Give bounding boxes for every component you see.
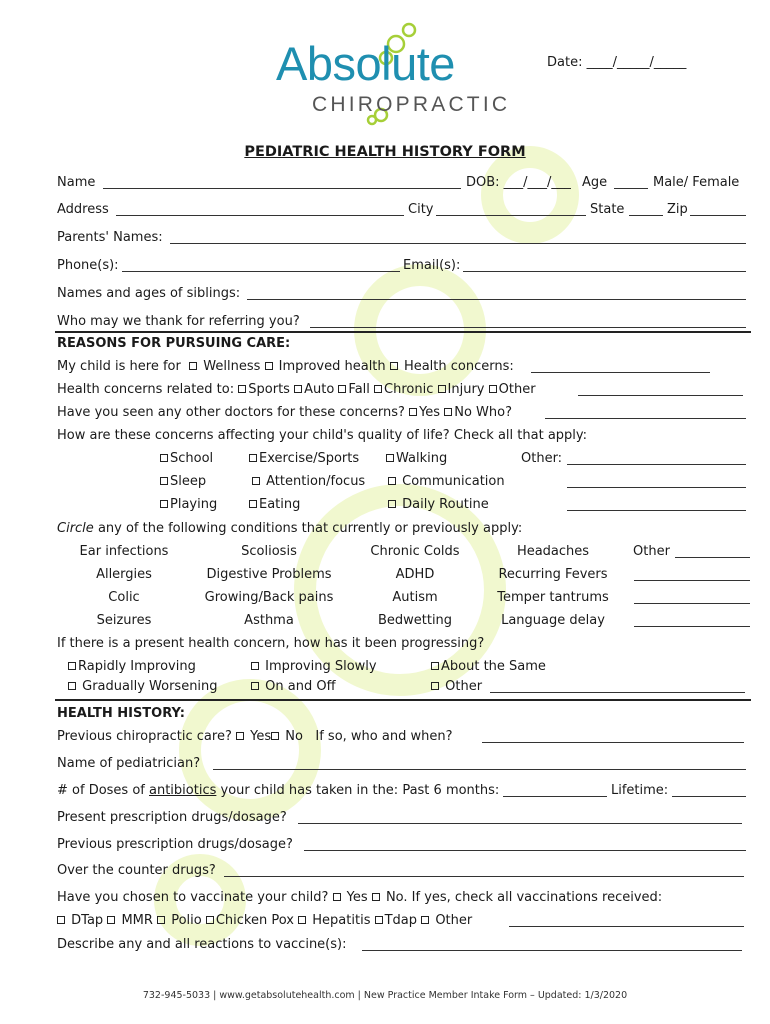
dtap-label: DTap: [71, 913, 104, 928]
worse-option: [68, 679, 218, 695]
attention-option: [252, 474, 365, 490]
slow-label: Improving Slowly: [265, 659, 377, 674]
section-divider: [55, 699, 751, 701]
doctors-no-label: No Who?: [454, 405, 512, 420]
reactions-input[interactable]: [362, 950, 742, 951]
exercise-label: Exercise/Sports: [259, 451, 360, 466]
playing-label: Playing: [170, 497, 218, 512]
vaccine-other-input[interactable]: [509, 926, 744, 927]
present-rx-label: Present prescription drugs/dosage?: [57, 810, 287, 825]
quality-other-input-2[interactable]: [567, 487, 746, 488]
onoff-label: On and Off: [265, 679, 336, 694]
history-heading: HEALTH HISTORY:: [57, 706, 186, 721]
doctors-yes-checkbox[interactable]: [409, 408, 417, 416]
related-to-label: Health concerns related to:: [57, 382, 235, 397]
tdap-label: Tdap: [384, 913, 418, 928]
address-label: Address: [57, 202, 109, 217]
same-checkbox[interactable]: [431, 662, 439, 670]
chronic-label: Chronic: [384, 382, 434, 397]
walking-option: [386, 451, 447, 467]
health-concerns-label: Health concerns:: [403, 359, 514, 374]
mmr-label: MMR: [121, 913, 153, 928]
condition-item[interactable]: Seizures: [96, 613, 152, 628]
polio-checkbox[interactable]: [157, 916, 165, 924]
rapid-option: [68, 659, 196, 675]
section-divider: [55, 331, 751, 333]
email-input[interactable]: [463, 271, 746, 272]
who-when-input[interactable]: [482, 742, 744, 743]
zip-input[interactable]: [690, 215, 746, 216]
doses-row: [57, 783, 499, 799]
chiro-no-label: No: [285, 729, 303, 744]
who-when-label: If so, who and when?: [315, 729, 453, 744]
doctors-no-checkbox[interactable]: [444, 408, 452, 416]
daily-routine-option: [388, 497, 489, 513]
progress-other-input[interactable]: [490, 692, 745, 693]
tdap-checkbox[interactable]: [375, 916, 383, 924]
playing-checkbox[interactable]: [160, 500, 168, 508]
affecting-question: How are these concerns affecting your child's quality of life? Check all that apply:: [57, 428, 588, 443]
vaccine-other-checkbox[interactable]: [421, 916, 429, 924]
form-title: PEDIATRIC HEALTH HISTORY FORM: [244, 144, 526, 160]
parents-label: Parents' Names:: [57, 230, 163, 245]
footer-text: 732-945-5033 | www.getabsolutehealth.com | New Practice Member Intake Form – Updated: 1/3/2020: [142, 990, 628, 1001]
here-for-label: My child is here for: [57, 359, 181, 374]
communication-label: Communication: [402, 474, 505, 489]
city-label: City: [408, 202, 434, 217]
age-input[interactable]: [614, 188, 648, 189]
sex-field[interactable]: Male/ Female: [653, 175, 740, 190]
address-input[interactable]: [116, 215, 404, 216]
vaccinate-question: Have you chosen to vaccinate your child?: [57, 890, 329, 905]
school-option: [160, 451, 213, 467]
pediatrician-label: Name of pediatrician?: [57, 756, 201, 771]
city-input[interactable]: [436, 215, 586, 216]
chickenpox-label: Chicken Pox: [215, 913, 294, 928]
dtap-checkbox[interactable]: [57, 916, 65, 924]
chickenpox-checkbox[interactable]: [206, 916, 214, 924]
polio-label: Polio: [171, 913, 202, 928]
fall-checkbox[interactable]: [338, 385, 346, 393]
brand-subtitle: CHIROPRACTIC: [312, 93, 511, 116]
injury-label: Injury: [447, 382, 485, 397]
condition-item[interactable]: Autism: [392, 590, 438, 605]
walking-checkbox[interactable]: [386, 454, 394, 462]
condition-other-input-4[interactable]: [634, 626, 750, 627]
vaccinate-row: [57, 890, 662, 906]
chiro-yes-checkbox[interactable]: [236, 732, 244, 740]
age-label: Age: [582, 175, 608, 190]
date-field[interactable]: Date: ____/_____/_____: [547, 55, 687, 70]
attention-label: Attention/focus: [266, 474, 366, 489]
mmr-checkbox[interactable]: [107, 916, 115, 924]
rapid-checkbox[interactable]: [68, 662, 76, 670]
otc-label: Over the counter drugs?: [57, 863, 216, 878]
condition-item[interactable]: ADHD: [395, 567, 435, 582]
improved-health-checkbox[interactable]: [265, 362, 273, 370]
phone-label: Phone(s):: [57, 258, 119, 273]
wellness-checkbox[interactable]: [189, 362, 197, 370]
other-label: Other: [498, 382, 536, 397]
condition-item[interactable]: Headaches: [516, 544, 590, 559]
school-label: School: [170, 451, 214, 466]
worse-checkbox[interactable]: [68, 682, 76, 690]
lifetime-label: Lifetime:: [611, 783, 669, 798]
chiro-question: Previous chiropractic care?: [57, 729, 232, 744]
doses-pre: # of Doses of: [57, 783, 145, 798]
sleep-checkbox[interactable]: [160, 477, 168, 485]
condition-item[interactable]: Allergies: [96, 567, 152, 582]
communication-option: [388, 474, 505, 490]
playing-option: [160, 497, 217, 513]
wellness-label: Wellness: [203, 359, 261, 374]
circle-text: any of the following conditions that currently or previously apply:: [97, 521, 523, 536]
onoff-option: [251, 679, 336, 695]
other-doctors-row: [57, 405, 512, 421]
progress-other-label: Other: [445, 679, 483, 694]
circle-instruction: [57, 521, 522, 537]
progress-other-checkbox[interactable]: [431, 682, 439, 690]
dob-field[interactable]: DOB: ___/___/___: [466, 175, 571, 190]
worse-label: Gradually Worsening: [82, 679, 218, 694]
progress-question: If there is a present health concern, how has it been progressing?: [57, 636, 485, 651]
condition-item[interactable]: Bedwetting: [377, 613, 453, 628]
condition-item[interactable]: Temper tantrums: [497, 590, 609, 605]
circle-word: Circle: [57, 521, 94, 536]
fall-label: Fall: [348, 382, 370, 397]
quality-other-input-1[interactable]: [567, 464, 746, 465]
other-doctors-label: Have you seen any other doctors for these concerns?: [57, 405, 405, 420]
quality-other-label: Other:: [521, 451, 563, 466]
doctors-yes-label: Yes: [419, 405, 441, 420]
condition-item[interactable]: Digestive Problems: [206, 567, 332, 582]
sleep-label: Sleep: [170, 474, 207, 489]
condition-item[interactable]: Language delay: [501, 613, 605, 628]
siblings-input[interactable]: [247, 299, 746, 300]
hepatitis-checkbox[interactable]: [298, 916, 306, 924]
state-input[interactable]: [629, 215, 663, 216]
communication-checkbox[interactable]: [388, 477, 396, 485]
condition-other-input-1[interactable]: [675, 557, 750, 558]
previous-rx-input[interactable]: [304, 850, 746, 851]
same-label: About the Same: [441, 659, 546, 674]
health-concerns-input[interactable]: [531, 372, 710, 373]
related-other-input[interactable]: [578, 395, 743, 396]
six-months-input[interactable]: [503, 796, 607, 797]
doctors-who-input[interactable]: [545, 418, 746, 419]
here-for-row: [57, 359, 514, 375]
present-rx-input[interactable]: [298, 823, 742, 824]
otc-input[interactable]: [224, 876, 744, 877]
sports-label: Sports: [248, 382, 290, 397]
lifetime-input[interactable]: [672, 796, 746, 797]
rapid-label: Rapidly Improving: [78, 659, 196, 674]
health-concerns-checkbox[interactable]: [390, 362, 398, 370]
vaccinate-yes-label: Yes: [346, 890, 368, 905]
condition-item[interactable]: Recurring Fevers: [498, 567, 608, 582]
condition-item[interactable]: Ear infections: [79, 544, 169, 559]
doses-post: your child has taken in the: Past 6 months:: [220, 783, 500, 798]
condition-other-input-3[interactable]: [634, 603, 750, 604]
referral-label: Who may we thank for referring you?: [57, 314, 300, 329]
email-label: Email(s):: [403, 258, 461, 273]
condition-other-input-2[interactable]: [634, 580, 750, 581]
siblings-label: Names and ages of siblings:: [57, 286, 241, 301]
improved-health-label: Improved health: [278, 359, 386, 374]
chiro-no-checkbox[interactable]: [271, 732, 279, 740]
chiro-yes-label: Yes: [250, 729, 272, 744]
name-input[interactable]: [103, 188, 461, 189]
school-checkbox[interactable]: [160, 454, 168, 462]
condition-item[interactable]: Chronic Colds: [370, 544, 460, 559]
eating-option: [249, 497, 300, 513]
previous-rx-label: Previous prescription drugs/dosage?: [57, 837, 293, 852]
condition-item[interactable]: Asthma: [244, 613, 294, 628]
daily-routine-label: Daily Routine: [402, 497, 489, 512]
exercise-checkbox[interactable]: [249, 454, 257, 462]
exercise-option: [249, 451, 359, 467]
hepatitis-label: Hepatitis: [312, 913, 371, 928]
vaccine-other-label: Other: [435, 913, 473, 928]
phone-input[interactable]: [122, 271, 400, 272]
brand-name: Absolute: [276, 37, 455, 90]
onoff-checkbox[interactable]: [251, 682, 259, 690]
related-to-row: [57, 382, 536, 398]
condition-item[interactable]: Growing/Back pains: [204, 590, 334, 605]
parents-input[interactable]: [170, 243, 746, 244]
auto-checkbox[interactable]: [294, 385, 302, 393]
condition-item[interactable]: Colic: [108, 590, 140, 605]
chiro-row: [57, 729, 452, 745]
eating-label: Eating: [259, 497, 301, 512]
pediatrician-input[interactable]: [213, 769, 746, 770]
slow-option: [251, 659, 377, 675]
state-label: State: [590, 202, 625, 217]
name-label: Name: [57, 175, 96, 190]
quality-other-input-3[interactable]: [567, 510, 746, 511]
auto-label: Auto: [304, 382, 335, 397]
sleep-option: [160, 474, 206, 490]
reactions-label: Describe any and all reactions to vaccine(s):: [57, 937, 347, 952]
vaccinate-no-label: No. If yes, check all vaccinations received:: [385, 890, 663, 905]
vaccinate-yes-checkbox[interactable]: [333, 893, 341, 901]
reasons-heading: REASONS FOR PURSUING CARE:: [57, 336, 291, 351]
zip-label: Zip: [667, 202, 688, 217]
condition-item[interactable]: Scoliosis: [241, 544, 297, 559]
injury-checkbox[interactable]: [438, 385, 446, 393]
slow-checkbox[interactable]: [251, 662, 259, 670]
same-option: [431, 659, 546, 675]
progress-other-option: [431, 679, 482, 695]
referral-input[interactable]: [310, 327, 746, 328]
daily-routine-checkbox[interactable]: [388, 500, 396, 508]
chronic-checkbox[interactable]: [374, 385, 382, 393]
walking-label: Walking: [396, 451, 448, 466]
other-checkbox[interactable]: [489, 385, 497, 393]
vaccine-list-row: [57, 913, 472, 929]
sports-checkbox[interactable]: [238, 385, 246, 393]
attention-checkbox[interactable]: [252, 477, 260, 485]
antibiotics-word: antibiotics: [149, 783, 217, 798]
vaccinate-no-checkbox[interactable]: [372, 893, 380, 901]
condition-other-label: Other: [633, 544, 670, 559]
eating-checkbox[interactable]: [249, 500, 257, 508]
